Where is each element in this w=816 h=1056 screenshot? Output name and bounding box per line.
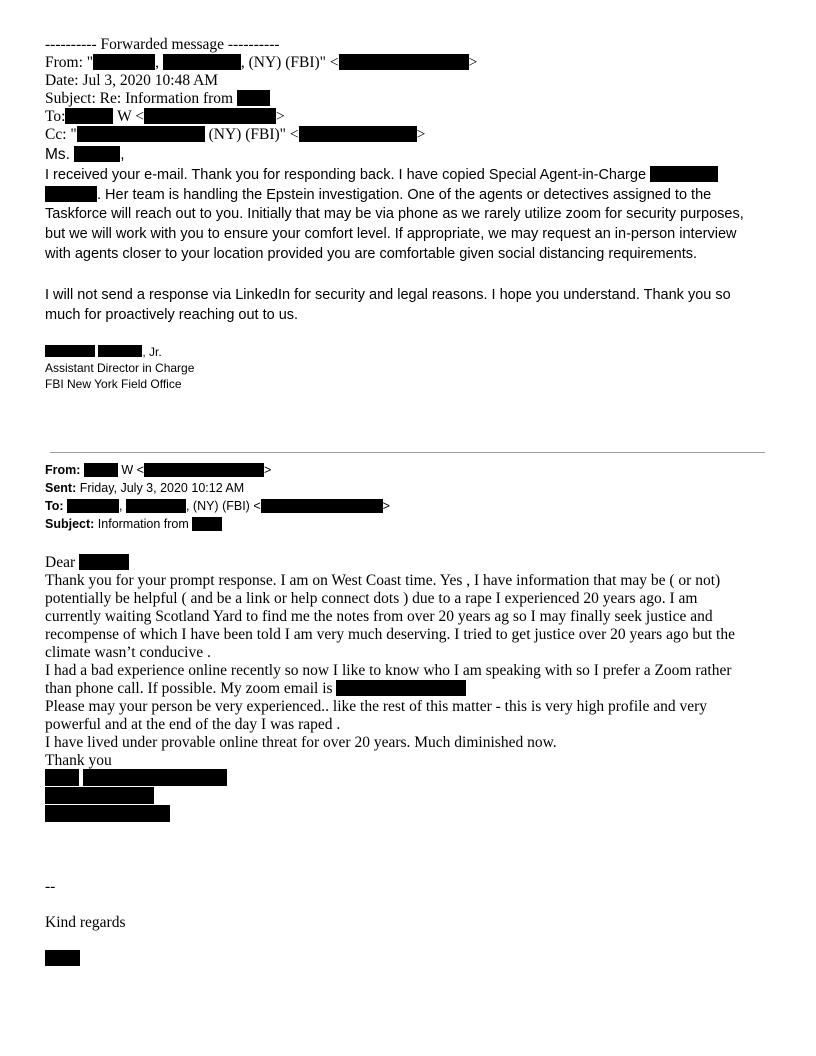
redaction [650,166,718,182]
redaction [299,126,417,142]
orig-sent-line [45,481,244,495]
redaction [67,499,119,513]
redaction [126,499,186,513]
letter-line: I have lived under provable online threat for over 20 years. Much diminished now. [45,734,557,751]
redaction [237,90,270,106]
redaction [339,54,469,70]
fwd-to-end: > [276,108,285,125]
redaction [77,126,205,142]
reply-p2-line1: I will not send a response via LinkedIn for security and legal reasons. I hope you understand. Thank you so [45,287,731,303]
fwd-cc-label: Cc: " [45,126,77,143]
kind-regards: Kind regards [45,914,126,931]
letter-line: Please may your person be very experienced.. like the rest of this matter - this is very high profile and very [45,698,707,715]
orig-subject-line [45,517,222,531]
letter-line: climate wasn’t conducive . [45,644,211,661]
redaction [45,186,97,202]
text: . Her team is handling the Epstein investigation. One of the agents or detectives assigned to the [97,187,712,203]
orig-to-mid: (NY) (FBI) < [192,499,261,513]
fwd-from-end: > [468,54,478,71]
redaction [45,769,79,786]
orig-to-line: To: , , (NY) (FBI) < > [45,499,390,513]
fwd-to-label: To: [45,108,66,125]
divider [50,452,765,453]
fwd-to-mid: W < [117,108,145,125]
redaction [144,463,264,477]
redaction [45,787,154,804]
orig-sent-value: Friday, July 3, 2020 10:12 AM [79,481,245,495]
greeting-text: Dear [45,554,76,571]
redaction [93,54,155,70]
forward-header: ---------- Forwarded message ---------- [45,36,280,53]
letter-line: powerful and at the end of the day I was raped . [45,716,341,733]
signature-name [45,345,162,359]
redaction [336,680,466,696]
redaction [98,345,142,357]
letter-line: potentially be helpful ( and be a link or help connect dots ) due to a rape I experienced 20 years ago. I am [45,590,698,607]
reply-p2-line2: much for proactively reaching out to us. [45,307,299,323]
fwd-from-label: From: " [45,54,94,71]
redaction [261,499,383,513]
redaction [163,54,241,70]
reply-p1-line4: but we will work with you to ensure your comfort level. If appropriate, we may request an in-person interview [45,226,737,242]
letter-line: recompense of which I have been told I am very much deserving. I tried to get justice over 20 years ago but the [45,626,735,643]
fwd-cc-end: > [416,126,426,143]
signature-suffix: , Jr. [142,345,162,359]
fwd-cc-line [45,126,425,144]
orig-from-end: > [263,463,272,477]
letter-zoom-line [45,680,466,698]
reply-p1-line1 [45,166,718,183]
fwd-from-mid: , (NY) (FBI)" < [240,54,339,71]
reply-p1-line2 [45,186,711,203]
reply-p1-line5: with agents closer to your location provided you are comfortable given social distancing requirements. [45,246,698,262]
orig-from-label: From: [45,463,81,477]
redaction [45,345,95,357]
redaction [74,146,120,162]
text: than phone call. If possible. My zoom email is [45,680,333,697]
letter-line: I had a bad experience online recently so now I like to know who I am speaking with so I prefer a Zoom rather [45,662,732,679]
text: I received your e-mail. Thank you for responding back. I have copied Special Agent-in-Charge [45,167,647,183]
signature-title: Assistant Director in Charge [45,361,195,375]
sig-dashes: -- [45,878,56,895]
orig-subject-label: Subject: [45,517,95,531]
redaction [84,463,118,477]
orig-from-line [45,463,271,477]
salutation-pre: Ms. [45,146,70,163]
fwd-cc-mid: (NY) (FBI)" < [208,126,299,143]
signature-office: FBI New York Field Office [45,377,182,391]
fwd-date: Date: Jul 3, 2020 10:48 AM [45,72,219,89]
redaction [144,108,276,124]
salutation-post: , [120,146,125,163]
redaction [192,517,222,531]
reply-p1-line3: Taskforce will reach out to you. Initially that may be via phone as we rarely utilize zoom for security purposes, [45,206,744,222]
orig-from-mid: W < [121,463,144,477]
fwd-subject-line [45,90,270,108]
redaction [65,108,113,124]
salutation [45,146,125,164]
orig-to-end: > [382,499,390,513]
fwd-subject: Subject: Re: Information from [45,90,234,107]
redaction [79,554,129,570]
letter-line: Thank you [45,752,112,769]
redaction [83,769,227,786]
fwd-from-line: From: " , , (NY) (FBI)" < > [45,54,478,71]
redaction [45,950,80,966]
letter-line: Thank you for your prompt response. I am on West Coast time. Yes , I have information that may be ( or not) [45,572,721,589]
redaction [45,805,170,822]
orig-subject-value: Information from [97,517,189,531]
letter-line: currently waiting Scotland Yard to find me the notes from over 20 years ag so I may finally seek justice and [45,608,713,625]
letter-signature-block [45,769,227,822]
letter-greeting [45,554,129,572]
orig-sent-label: Sent: [45,481,77,495]
orig-to-label: To: [45,499,64,513]
fwd-to-line [45,108,285,126]
